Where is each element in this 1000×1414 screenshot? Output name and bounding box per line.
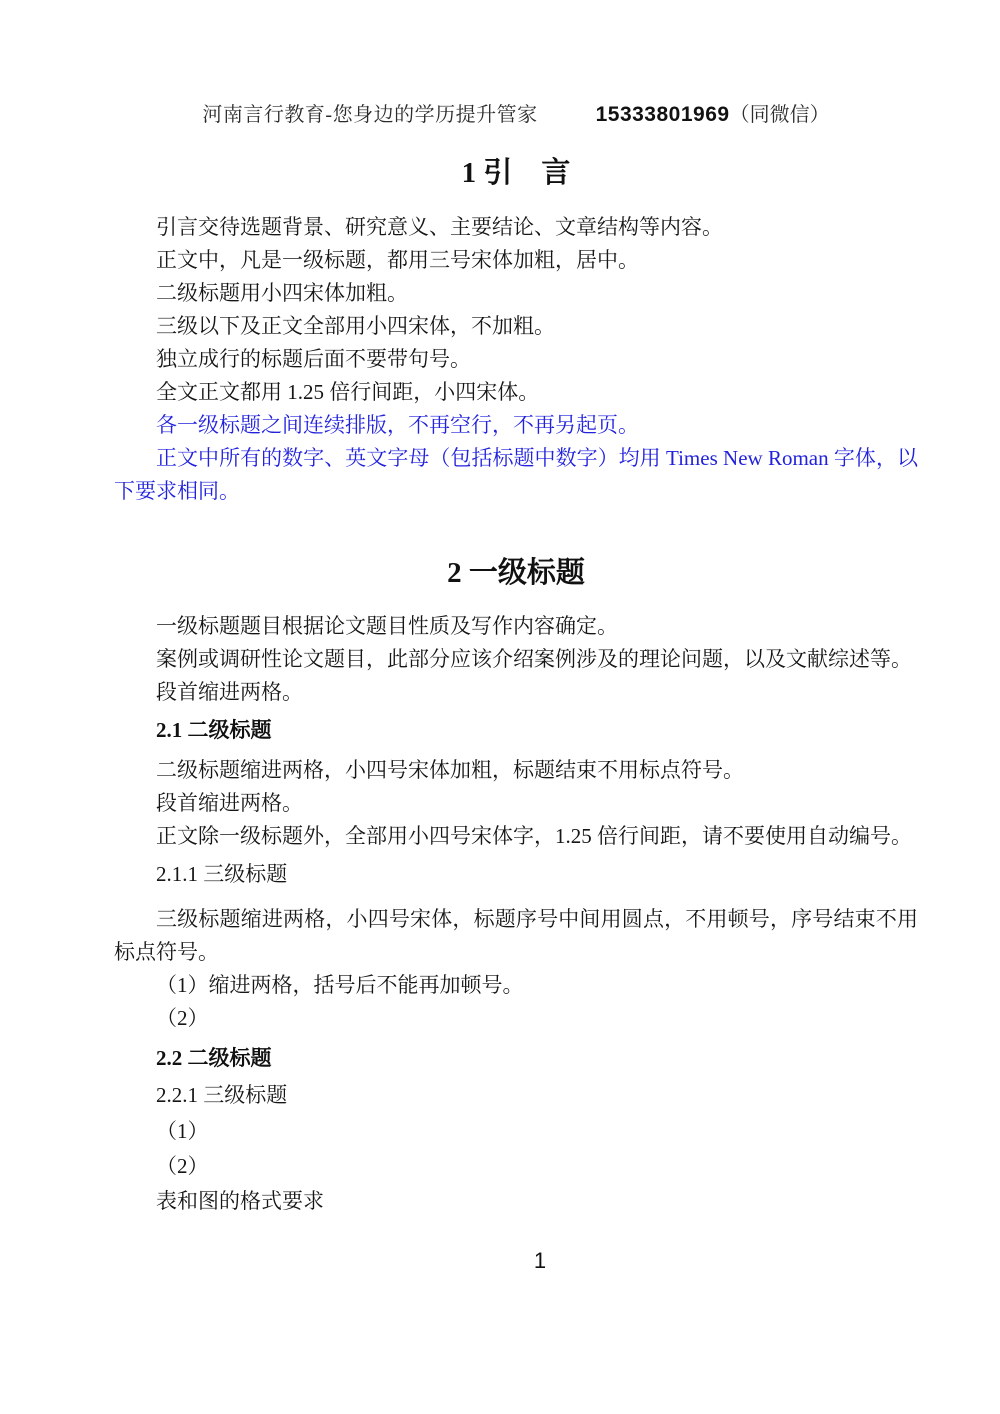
section2-2-1-list-item: （2）: [156, 1154, 209, 1178]
section1-paragraph: 全文正文都用 1.25 倍行间距，小四宋体。: [156, 380, 540, 404]
section1-paragraph: 正文中，凡是一级标题，都用三号宋体加粗，居中。: [156, 248, 639, 272]
section2-paragraph: 一级标题题目根据论文题目性质及写作内容确定。: [156, 614, 618, 638]
section2-1-paragraph: 正文除一级标题外，全部用小四号宋体字，1.25 倍行间距，请不要使用自动编号。: [156, 824, 912, 848]
section1-note-blue: 各一级标题之间连续排版，不再空行，不再另起页。: [156, 413, 639, 437]
header-brand-text: 河南言行教育-您身边的学历提升管家: [202, 104, 538, 126]
section2-1-paragraph: 段首缩进两格。: [156, 791, 303, 815]
section2-2-1-list-item: （1）: [156, 1119, 209, 1143]
section1-paragraph: 二级标题用小四宋体加粗。: [156, 281, 408, 305]
section2-1-1-list-item: （2）: [156, 1006, 209, 1030]
section2-title: 2 一级标题: [447, 557, 585, 589]
page-header: [114, 103, 918, 127]
section2-trailing-text: 表和图的格式要求: [156, 1189, 324, 1213]
heading-2-1: 2.1 二级标题: [156, 718, 272, 742]
section2-1-1-list-item: （1）缩进两格，括号后不能再加顿号。: [156, 973, 524, 997]
section1-paragraph: 引言交待选题背景、研究意义、主要结论、文章结构等内容。: [156, 215, 723, 239]
section2-1-paragraph: 二级标题缩进两格，小四号宋体加粗，标题结束不用标点符号。: [156, 758, 744, 782]
header-phone-number: 15333801969: [595, 103, 730, 126]
document-content: [114, 103, 918, 1218]
heading-2-1-1: 2.1.1 三级标题: [156, 862, 288, 886]
header-phone-suffix: （同微信）: [729, 104, 830, 126]
section1-paragraph: 三级以下及正文全部用小四宋体，不加粗。: [156, 314, 555, 338]
heading-2-2: 2.2 二级标题: [156, 1046, 272, 1070]
page-number: 1: [533, 1248, 547, 1273]
section2-paragraph: 段首缩进两格。: [156, 680, 303, 704]
section1-note-blue: 正文中所有的数字、英文字母（包括标题中数字）均用 Times New Roman 字体，以下要求相同。: [114, 446, 918, 503]
page-footer: [0, 1248, 1000, 1274]
header-contact: [596, 103, 830, 127]
section1-paragraph: 独立成行的标题后面不要带句号。: [156, 347, 471, 371]
section1-title: 1 引 言: [461, 157, 571, 189]
heading-2-2-1: 2.2.1 三级标题: [156, 1083, 288, 1107]
section2-paragraph: 案例或调研性论文题目，此部分应该介绍案例涉及的理论问题，以及文献综述等。: [156, 647, 912, 671]
section2-1-1-paragraph: 三级标题缩进两格，小四号宋体，标题序号中间用圆点，不用顿号，序号结束不用标点符号。: [114, 907, 918, 964]
